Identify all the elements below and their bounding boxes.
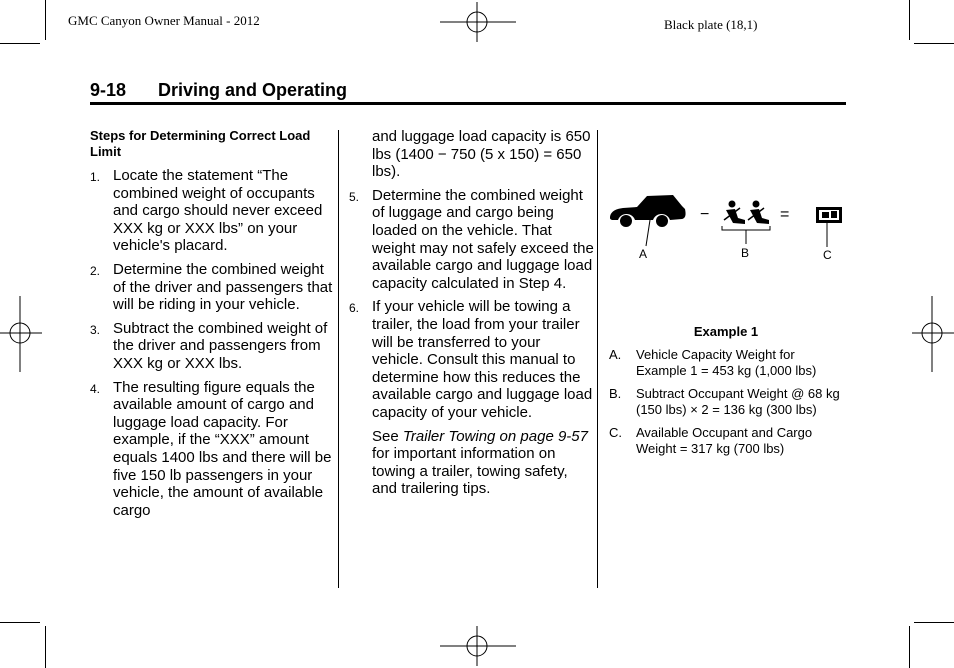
step-text: Locate the statement “The combined weight of occupants and cargo should never exceed XXX kg or XXX lbs” on your vehicle's placard. bbox=[113, 167, 323, 255]
crop-mark bbox=[0, 43, 40, 44]
list-item bbox=[349, 187, 594, 293]
list-item bbox=[609, 386, 841, 418]
step-text: The resulting figure equals the available amount of cargo and luggage load capacity. For example, if the “XXX” amount equals 1400 lbs and there will be five 150 lb passengers in your vehicle, the amount of available cargo bbox=[113, 378, 332, 519]
middle-column bbox=[349, 128, 594, 498]
legend-text: Available Occupant and Cargo Weight = 317 kg (700 lbs) bbox=[636, 425, 813, 456]
plate-label: Black plate (18,1) bbox=[664, 17, 758, 32]
list-item bbox=[349, 298, 594, 421]
legend-text: Vehicle Capacity Weight for Example 1 = 453 kg (1,000 lbs) bbox=[636, 347, 817, 378]
column-divider bbox=[597, 130, 598, 588]
list-item bbox=[90, 320, 336, 373]
step-text: Determine the combined weight of luggage and cargo being loaded on the vehicle. That weight may not safely exceed the available cargo and luggage load capacity calculated in Step 4. bbox=[372, 186, 594, 292]
section-title: Driving and Operating bbox=[158, 80, 348, 100]
label-b: B bbox=[741, 246, 750, 260]
list-item bbox=[90, 379, 336, 520]
list-item bbox=[609, 425, 841, 457]
see-lead: See bbox=[372, 427, 403, 445]
step-number: 2. bbox=[90, 263, 101, 278]
step-text: Determine the combined weight of the driver and passengers that will be riding in your vehicle. bbox=[113, 260, 333, 314]
luggage-icon bbox=[816, 207, 842, 223]
step-text: Subtract the combined weight of the driver and passengers from XXX kg or XXX lbs. bbox=[113, 319, 328, 372]
legend-key: A. bbox=[609, 347, 622, 362]
label-a: A bbox=[639, 247, 648, 261]
list-item bbox=[90, 261, 336, 314]
crop-mark bbox=[909, 0, 910, 40]
crop-mark bbox=[909, 626, 910, 668]
registration-mark-left bbox=[0, 296, 42, 372]
column-divider bbox=[338, 130, 339, 588]
document-title: GMC Canyon Owner Manual - 2012 bbox=[68, 13, 260, 28]
example-title: Example 1 bbox=[693, 324, 759, 339]
car-icon bbox=[610, 195, 686, 227]
see-rest: for important information on towing a trailer, towing safety, and trailering tips. bbox=[372, 445, 568, 498]
heading-rule bbox=[90, 102, 846, 105]
see-also-paragraph bbox=[349, 428, 594, 498]
step-text: If your vehicle will be towing a trailer, the load from your trailer will be transferred to your vehicle. Consult this manual to determine how this reduces the available cargo and luggage load capacity of your vehicle. bbox=[372, 298, 593, 421]
crop-mark bbox=[45, 626, 46, 668]
crop-mark bbox=[914, 622, 954, 623]
crop-mark bbox=[914, 43, 954, 44]
continued-text: and luggage load capacity is 650 lbs (1400 − 750 (5 x 150) = 650 lbs). bbox=[372, 128, 591, 181]
page-number: 9-18 bbox=[90, 80, 127, 100]
load-calculation-illustration bbox=[606, 190, 850, 270]
seated-occupant-icon bbox=[724, 201, 745, 225]
step-number: 1. bbox=[90, 170, 101, 184]
registration-mark-bottom bbox=[440, 626, 516, 666]
registration-mark-right bbox=[912, 296, 954, 372]
minus-sign: − bbox=[700, 206, 710, 223]
list-item bbox=[609, 347, 841, 379]
legend-text: Subtract Occupant Weight @ 68 kg (150 lbs) × 2 = 136 kg (300 lbs) bbox=[636, 386, 840, 417]
example-legend bbox=[609, 347, 841, 464]
registration-mark-top bbox=[440, 2, 516, 42]
label-c: C bbox=[823, 248, 832, 262]
cross-reference-link[interactable]: Trailer Towing on page 9-57 bbox=[402, 427, 588, 445]
seated-occupant-icon bbox=[748, 201, 769, 225]
step-number: 4. bbox=[90, 381, 101, 396]
left-column bbox=[90, 128, 336, 525]
subheading: Steps for Determining Correct Load Limit bbox=[90, 128, 311, 159]
legend-key: B. bbox=[609, 386, 622, 401]
legend-key: C. bbox=[609, 425, 622, 440]
crop-mark bbox=[0, 622, 40, 623]
step-number: 3. bbox=[90, 322, 101, 337]
step-number: 6. bbox=[349, 301, 360, 316]
crop-mark bbox=[45, 0, 46, 40]
step-number: 5. bbox=[349, 189, 360, 204]
list-item bbox=[90, 167, 336, 255]
equals-sign: = bbox=[780, 206, 790, 223]
section-heading bbox=[90, 80, 347, 101]
